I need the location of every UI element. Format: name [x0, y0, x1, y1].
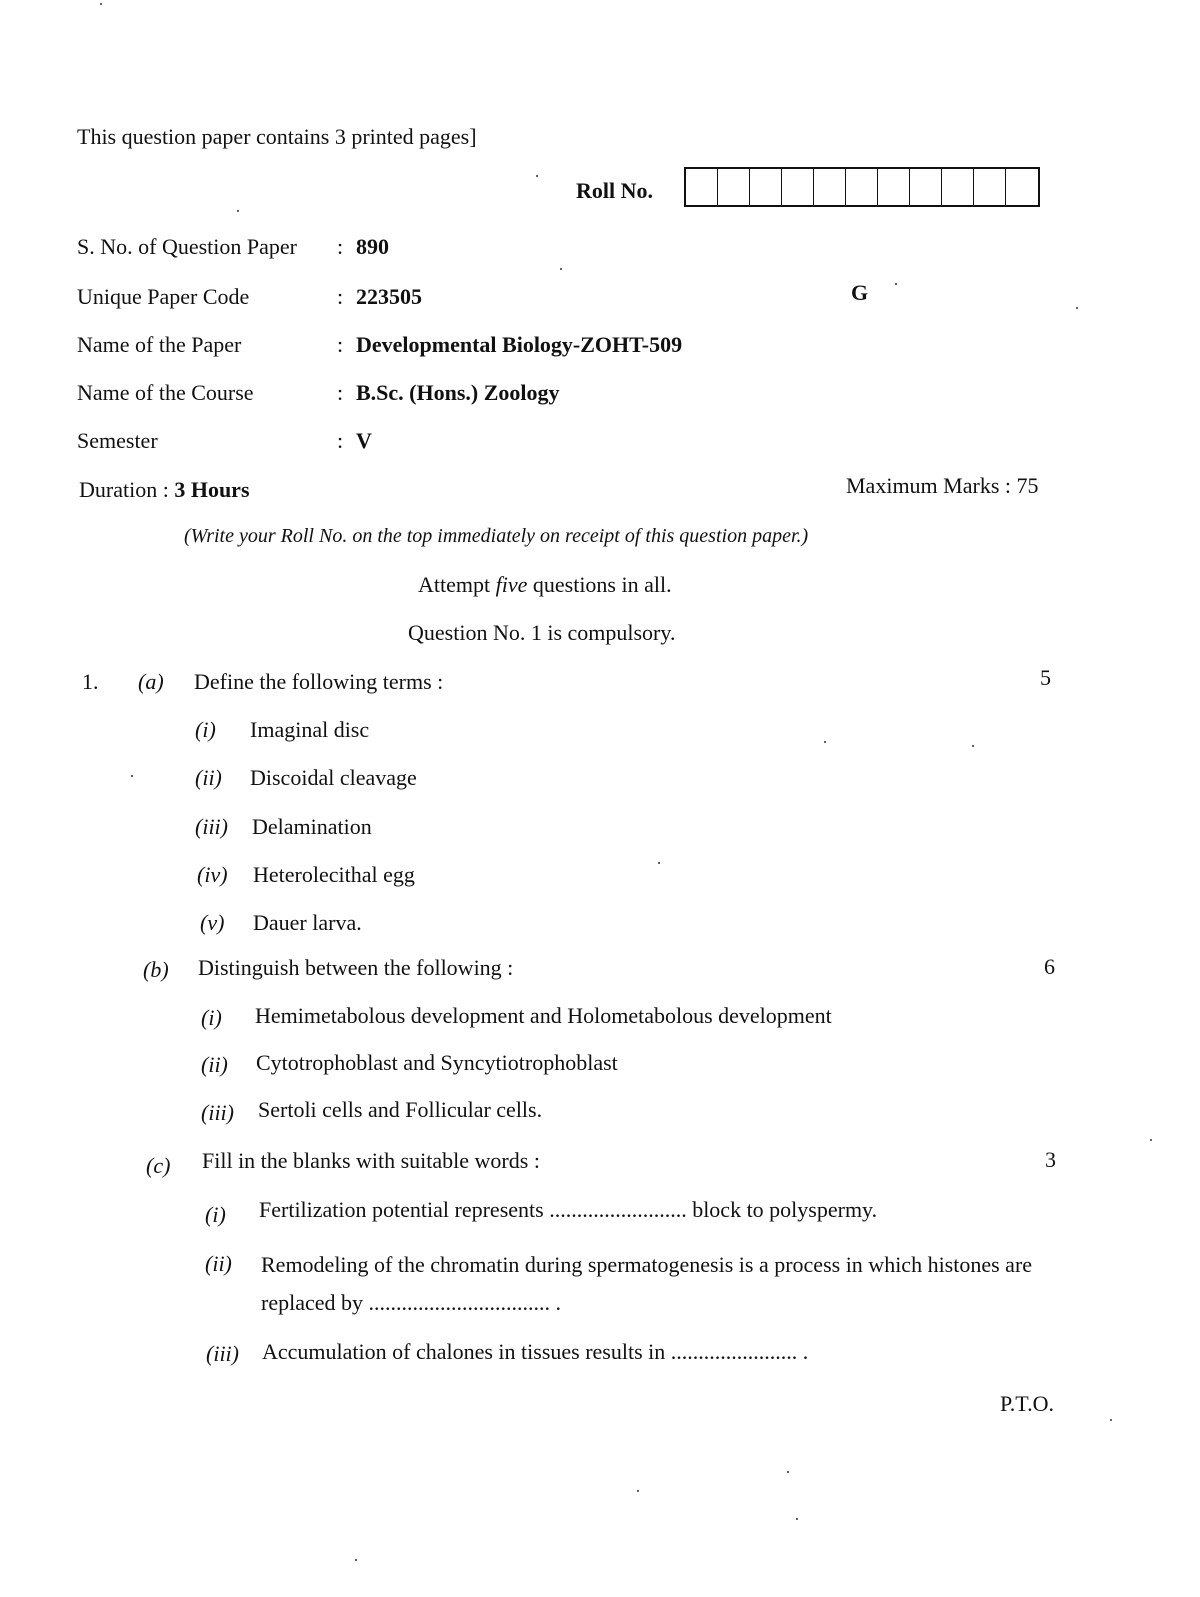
list-item-num: (i) — [195, 717, 216, 742]
list-item-num: (ii) — [201, 1052, 228, 1077]
part-c-marks: 3 — [1045, 1147, 1056, 1172]
list-item-num: (i) — [205, 1202, 226, 1227]
roll-number-boxes[interactable] — [684, 167, 1040, 207]
scan-speck — [658, 862, 660, 864]
colon: : — [337, 284, 344, 309]
list-item: Hemimetabolous development and Holometabolous development — [255, 1003, 832, 1028]
maximum-marks: Maximum Marks : 75 — [846, 473, 1039, 498]
part-a-marks: 5 — [1040, 665, 1051, 690]
scan-speck — [895, 283, 897, 285]
list-item: Remodeling of the chromatin during spermatogenesis is a process in which histones are replaced by ................................. . — [261, 1252, 1033, 1315]
duration-value: 3 Hours — [174, 477, 250, 502]
scan-speck — [237, 210, 239, 212]
list-item: Cytotrophoblast and Syncytiotrophoblast — [256, 1050, 618, 1075]
list-item: Imaginal disc — [250, 717, 370, 742]
attempt-instruction — [418, 572, 672, 598]
paper-name-label: Name of the Paper — [77, 332, 242, 357]
part-a-text: Define the following terms : — [194, 669, 444, 694]
attempt-post: questions in all. — [527, 572, 672, 597]
list-item: Accumulation of chalones in tissues results in ....................... . — [262, 1339, 809, 1364]
colon: : — [337, 234, 344, 259]
please-turn-over: P.T.O. — [1000, 1391, 1054, 1416]
scan-speck — [536, 175, 538, 177]
scan-speck — [972, 745, 974, 747]
scan-speck — [1076, 307, 1078, 309]
scan-speck — [355, 1559, 357, 1561]
course-name-value: B.Sc. (Hons.) Zoology — [356, 380, 560, 405]
duration-label: Duration : — [79, 477, 175, 502]
semester-value: V — [356, 428, 372, 453]
list-item: Fertilization potential represents ......................... block to polyspermy. — [259, 1197, 878, 1222]
list-item: Discoidal cleavage — [250, 765, 417, 790]
scan-speck — [1150, 1139, 1152, 1141]
scan-speck — [560, 268, 562, 270]
part-c-label: (c) — [146, 1153, 171, 1178]
colon: : — [337, 332, 344, 357]
part-b-marks: 6 — [1044, 954, 1055, 979]
part-c-text: Fill in the blanks with suitable words : — [202, 1148, 540, 1173]
set-code: G — [851, 280, 869, 305]
scan-speck — [796, 1518, 798, 1520]
list-item-num: (ii) — [195, 765, 222, 790]
list-item-num: (iv) — [197, 862, 228, 887]
instruction-note: (Write your Roll No. on the top immediately on receipt of this question paper.) — [184, 525, 809, 547]
list-item: Heterolecithal egg — [253, 862, 415, 887]
paper-name-value: Developmental Biology-ZOHT-509 — [356, 332, 683, 357]
list-item-num: (ii) — [205, 1251, 232, 1276]
upc-value: 223505 — [356, 284, 422, 309]
colon: : — [337, 428, 344, 453]
scan-speck — [131, 775, 133, 777]
part-a-label: (a) — [138, 669, 164, 694]
question-number: 1. — [82, 669, 99, 694]
list-item-num: (iii) — [195, 814, 228, 839]
list-item-num: (iii) — [206, 1341, 239, 1366]
scan-speck — [824, 741, 826, 743]
list-item: Dauer larva. — [253, 910, 362, 935]
duration — [79, 477, 250, 503]
sno-value: 890 — [356, 234, 389, 259]
scan-speck — [1110, 1419, 1112, 1421]
scan-speck — [637, 1490, 639, 1492]
colon: : — [337, 380, 344, 405]
compulsory-note: Question No. 1 is compulsory. — [408, 620, 676, 645]
list-item-num: (i) — [201, 1005, 222, 1030]
scan-speck — [787, 1471, 789, 1473]
scan-speck — [100, 3, 102, 5]
semester-label: Semester — [77, 428, 158, 453]
sno-label: S. No. of Question Paper — [77, 234, 297, 259]
page-count-note: This question paper contains 3 printed pages] — [77, 124, 477, 149]
part-b-text: Distinguish between the following : — [198, 955, 514, 980]
course-name-label: Name of the Course — [77, 380, 254, 405]
list-item-num: (iii) — [201, 1100, 234, 1125]
attempt-pre: Attempt — [418, 572, 496, 597]
part-b-label: (b) — [143, 957, 169, 982]
list-item-num: (v) — [200, 910, 225, 935]
list-item: Delamination — [252, 814, 372, 839]
attempt-emph: five — [495, 572, 528, 597]
roll-number-label: Roll No. — [576, 178, 653, 203]
list-item: Sertoli cells and Follicular cells. — [258, 1097, 543, 1122]
upc-label: Unique Paper Code — [77, 284, 250, 309]
